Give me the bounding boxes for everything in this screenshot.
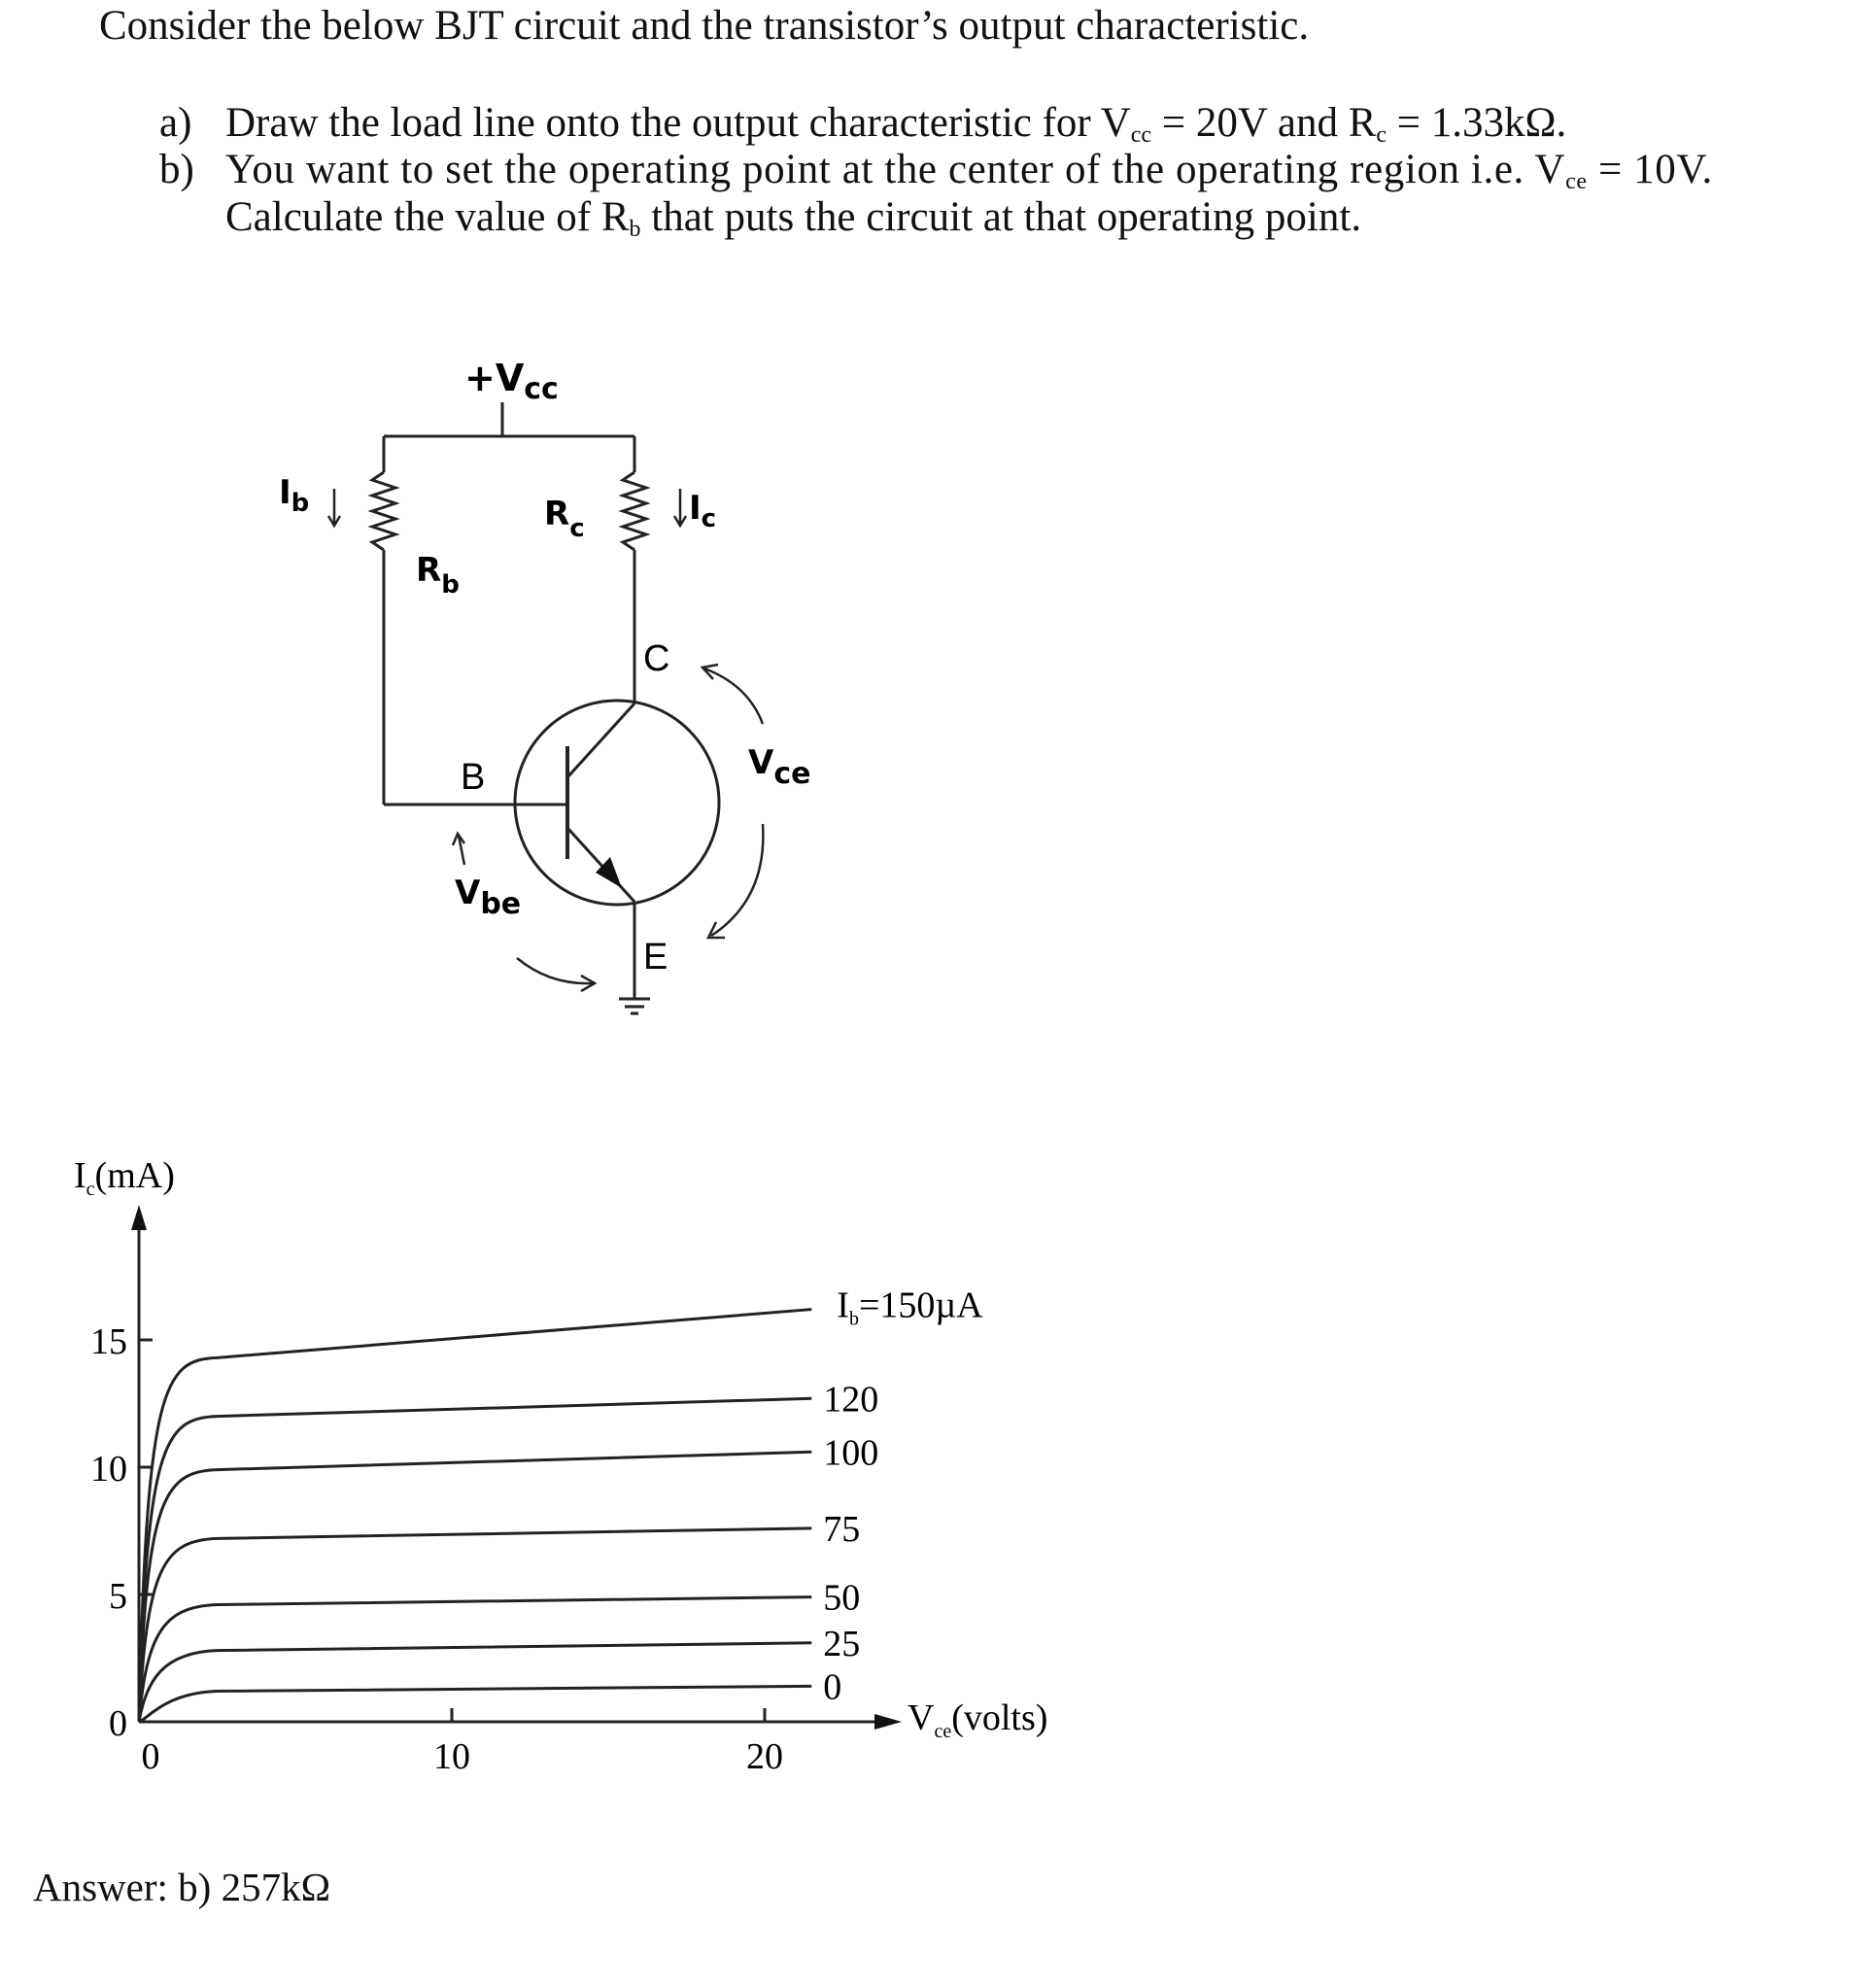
curve-label-0: 0 [823,1666,842,1708]
y-tick-label-10: 10 [90,1449,127,1490]
curve-ib-50 [139,1597,811,1722]
rc-label: $R_c$ [544,495,585,543]
y-tick-label-0: 0 [109,1703,127,1744]
x-axis-arrowhead [874,1714,902,1730]
x-axis-label: $V_{ce}(volts)$ [908,1697,1048,1742]
y-axis-arrowhead [131,1205,147,1230]
x-tick-label-10: 10 [433,1736,470,1777]
question-a-letter: a) [159,100,192,146]
emitter-label: E [643,937,668,977]
answer-text: Answer: b) 257kΩ [33,1865,331,1909]
curve-label-120: 120 [823,1379,879,1421]
curve-ib-120 [139,1398,811,1722]
rb-label: $R_b$ [416,551,460,600]
curve-label-50: 50 [823,1577,861,1619]
curve-label-100: 100 [823,1432,879,1474]
curve-ib-100 [139,1452,811,1722]
curve-ib-75 [139,1528,811,1722]
curve-label-75: 75 [823,1508,861,1550]
x-tick-label-20: 20 [746,1736,783,1777]
vce-label: Vce [748,743,811,791]
vbe-label: Vbe [455,874,522,921]
y-axis-label: $I_c(mA)$ [74,1155,175,1200]
question-b-text-line2: Calculate the value of $R_b$ that puts the circuit at that operating point. [225,194,1362,242]
curve-label-25: 25 [823,1623,861,1664]
y-tick-label-15: 15 [90,1321,127,1362]
question-b-letter: b) [159,147,194,192]
problem-intro: Consider the below BJT circuit and the transistor’s output characteristic. [99,3,1310,49]
ic-label: $I_c$ [689,489,717,533]
question-b-text: You want to set the operating point at the center of the operating region i.e. $V_{ce} = 10V$. [225,147,1713,194]
curve-label-150: $I_b=150\mu A$ [837,1285,983,1330]
y-tick-label-5: 5 [109,1576,127,1617]
collector-label: C [643,638,670,679]
curve-ib-0 [139,1686,811,1722]
base-label: B [461,757,486,798]
curve-ib-25 [139,1643,811,1722]
question-a-text: Draw the load line onto the output characteristic for $V_{cc} = 20V$ and $R_c = 1.33k\Omega$. [225,100,1567,148]
x-tick-label-0: 0 [141,1736,160,1777]
vcc-label: $+V_{cc}$ [464,357,559,406]
ib-label: $I_b$ [279,473,310,518]
curve-ib-150 [139,1310,811,1722]
